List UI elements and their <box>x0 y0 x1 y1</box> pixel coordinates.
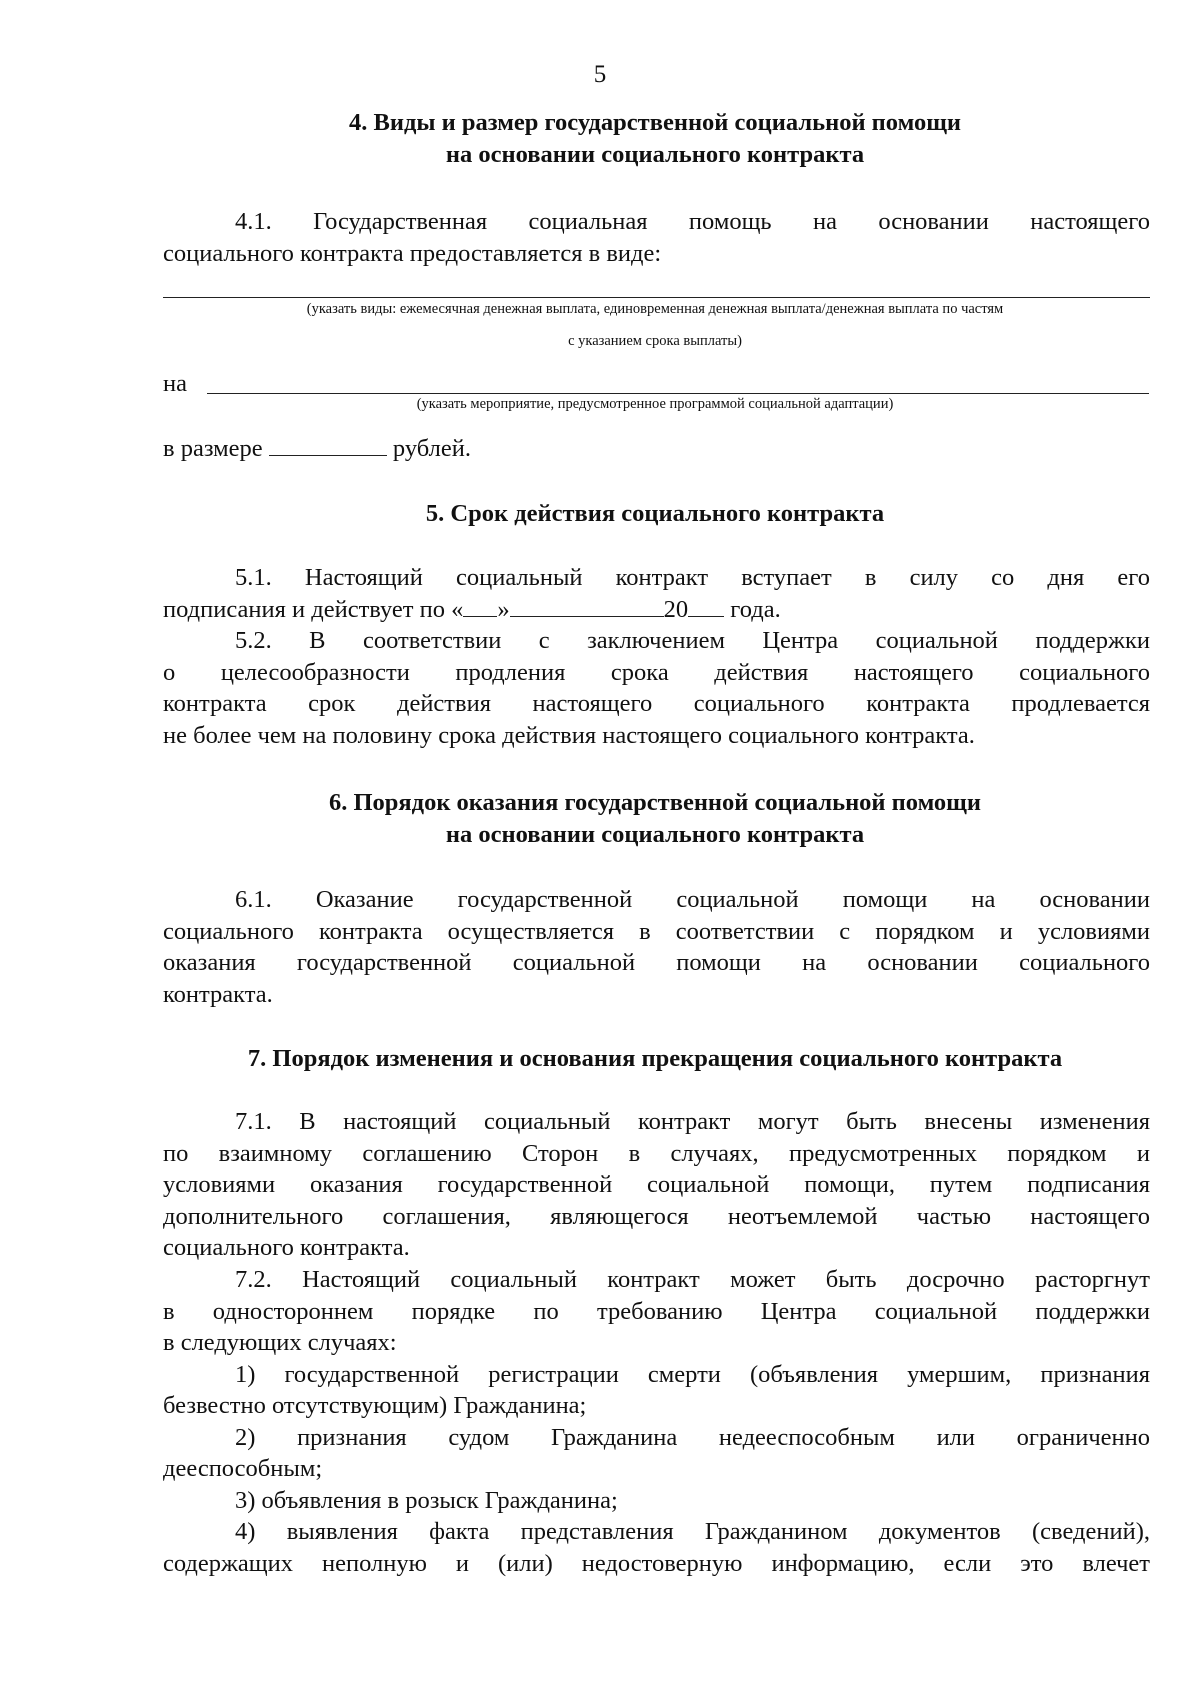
item-3: 3) объявления в розыск Гражданина; <box>235 1486 618 1514</box>
hint-event: (указать мероприятие, предусмотренное программой социальной адаптации) <box>416 396 894 412</box>
section-6-title <box>160 787 1150 851</box>
paragraph-6-1-line-4: контракта. <box>163 980 273 1008</box>
section-4-title-line-2: на основании социального контракта <box>445 141 865 168</box>
item-1-line-2: безвестно отсутствующим) Гражданина; <box>163 1392 587 1419</box>
paragraph-6-1-line-2: социального контракта осуществляется в соответствии с порядком и условиями <box>163 917 1150 945</box>
section-7-title <box>160 1043 1150 1075</box>
hint-types-line-2: с указанием срока выплаты) <box>568 333 742 349</box>
paragraph-7-2 <box>163 1264 1150 1579</box>
paragraph-4-1 <box>163 206 1150 269</box>
item-4-line-1: 4) выявления факта представления Гражданином документов (сведений), <box>235 1518 1150 1545</box>
amount-prefix: в размере <box>163 435 263 462</box>
paragraph-7-1-line-3: условиями оказания государственной социальной помощи, путем подписания <box>163 1171 1150 1198</box>
amount-blank <box>269 433 387 456</box>
paragraph-6-1-line-3: оказания государственной социальной помощи на основании социального <box>163 949 1150 976</box>
hint-types-line-1: (указать виды: ежемесячная денежная выплата, единовременная денежная выплата/денежная выплата по частям <box>306 301 1004 317</box>
on-label: на <box>163 370 187 397</box>
paragraph-7-1-line-4: дополнительного соглашения, являющегося неотъемлемой частью настоящего <box>163 1202 1150 1230</box>
paragraph-4-1-line-1: 4.1. Государственная социальная помощь на основании настоящего <box>235 208 1150 235</box>
year-prefix: 20 <box>663 595 689 623</box>
paragraph-6-1-line-1: 6.1. Оказание государственной социальной помощи на основании <box>235 886 1150 913</box>
paragraph-5-1-line-1: 5.1. Настоящий социальный контракт вступает в силу со дня его <box>235 564 1150 591</box>
month-blank <box>510 594 664 617</box>
date-quote-close: » <box>497 595 510 623</box>
paragraph-5-2 <box>163 625 1150 751</box>
item-1-line-1: 1) государственной регистрации смерти (объявления умершим, признания <box>235 1360 1150 1388</box>
paragraph-5-1 <box>163 562 1150 625</box>
section-7-title-text: 7. Порядок изменения и основания прекращения социального контракта <box>247 1045 1063 1072</box>
item-2-line-1: 2) признания судом Гражданина недееспособным или ограниченно <box>235 1423 1150 1451</box>
paragraph-5-2-line-3: контракта срок действия настоящего социального контракта продлевается <box>163 690 1150 717</box>
paragraph-5-1-line-2 <box>163 594 1150 626</box>
section-6-title-line-1: 6. Порядок оказания государственной социальной помощи <box>328 789 981 816</box>
paragraph-5-2-line-1: 5.2. В соответствии с заключением Центра социальной поддержки <box>235 627 1150 654</box>
paragraph-5-2-line-2: о целесообразности продления срока действия настоящего социального <box>163 658 1150 686</box>
amount-line <box>163 433 471 464</box>
section-6-title-line-2: на основании социального контракта <box>445 821 865 848</box>
paragraph-5-2-line-4: не более чем на половину срока действия настоящего социального контракта. <box>163 721 975 749</box>
page-number: 5 <box>593 61 607 88</box>
section-5-title-text: 5. Срок действия социального контракта <box>425 500 885 527</box>
item-4-line-2: содержащих неполную и (или) недостоверную информацию, если это влечет <box>163 1549 1150 1577</box>
year-blank <box>688 594 724 617</box>
paragraph-6-1 <box>163 884 1150 1010</box>
paragraph-7-2-line-1: 7.2. Настоящий социальный контракт может быть досрочно расторгнут <box>235 1266 1150 1293</box>
amount-suffix: рублей. <box>392 435 471 462</box>
section-4-title <box>160 107 1150 171</box>
paragraph-7-1-line-2: по взаимному соглашению Сторон в случаях, предусмотренных порядком и <box>163 1139 1150 1167</box>
event-fill-line <box>207 393 1149 394</box>
date-prefix: подписания и действует по « <box>163 595 464 623</box>
paragraph-4-1-line-2: социального контракта предоставляется в виде: <box>163 239 662 267</box>
section-4-title-line-1: 4. Виды и размер государственной социальной помощи <box>348 109 961 136</box>
paragraph-7-2-line-2: в одностороннем порядке по требованию Центра социальной поддержки <box>163 1297 1150 1325</box>
item-2-line-2: дееспособным; <box>163 1455 323 1482</box>
section-5-title <box>160 498 1150 530</box>
paragraph-7-2-line-3: в следующих случаях: <box>163 1329 397 1356</box>
types-fill-line <box>163 297 1150 298</box>
paragraph-7-1-line-1: 7.1. В настоящий социальный контракт могут быть внесены изменения <box>235 1108 1150 1135</box>
paragraph-7-1 <box>163 1106 1150 1264</box>
day-blank <box>463 594 497 617</box>
date-suffix: года. <box>730 595 781 623</box>
paragraph-7-1-line-5: социального контракта. <box>163 1234 410 1261</box>
